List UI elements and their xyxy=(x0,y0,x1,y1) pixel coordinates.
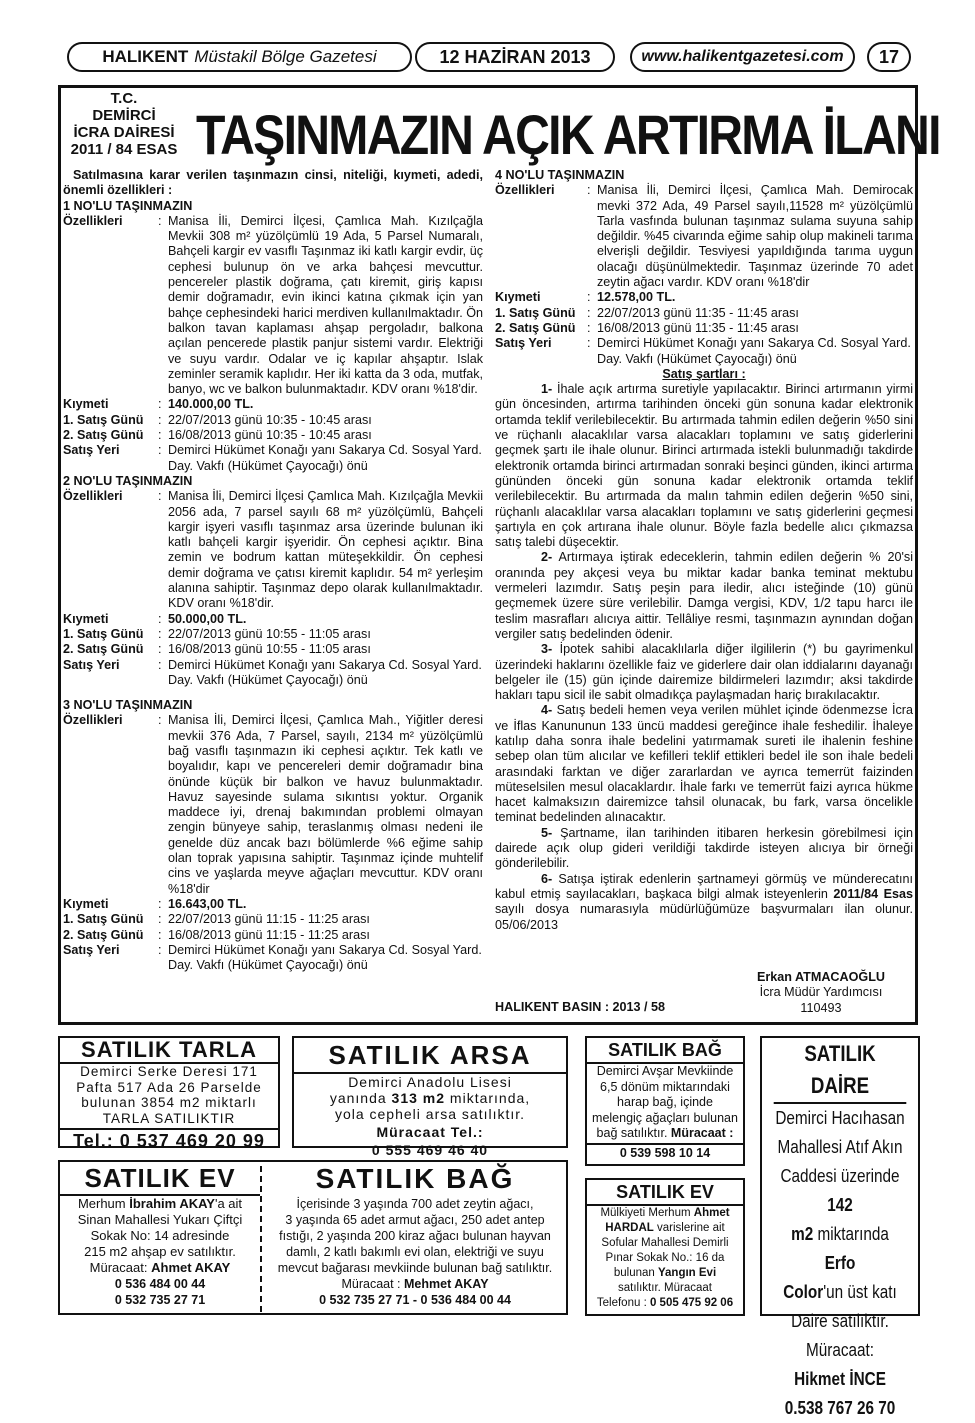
property-1-sale-2: 2. Satış Günü : 16/08/2013 günü 10:35 - 10:45 arası xyxy=(63,428,372,443)
term-1: 1- İhale açık artırma suretiyle yapılacaktır. Birinci artırmanın yirmi gün öncesinden, artırma tarihinden önceki gün sonuna kadar elektronik ortamda teklif verilebilecektir. Bu artırmada tahmin edilen değerin %50 sini ve rüçhanlı alacaklılar varsa alacakları toplamını ve satış giderlerini geçmek şartı ile ihale olunur. Birinci artırmada istekli bulunmadığı takdirde elektronik ortamda birinci artırmadan sonraki beşinci günden, ikinci artırma gününden önceki gün sonuna kadar elektronik ortamda teklif verilebilecektir. Bu artırmada da malın tahmin edilen değerin %50 sini, rüçhanlı alacaklılar varsa alacakları toplamını ve satış giderlerini geçmesi şartıyla en çok artırana ihale olunur. Böyle fazla bedelle alıcı çıkmazsa satış talebi düşecektir. xyxy=(495,382,914,550)
property-4-sale-1: 1. Satış Günü : 22/07/2013 günü 11:35 - 11:45 arası xyxy=(495,305,799,320)
property-2-heading: 2 NO'LU TAŞINMAZIN xyxy=(63,473,193,488)
intro-text: Satılmasına karar verilen taşınmazın cinsi, niteliği, kıymeti, adedi, önemli özellikleri : xyxy=(63,168,483,198)
issue-date: 12 HAZİRAN 2013 xyxy=(415,42,615,72)
property-4-sale-2: 2. Satış Günü : 16/08/2013 günü 11:35 - 11:45 arası xyxy=(495,320,799,335)
ad-title: SATILIK DAİRE xyxy=(774,1038,907,1104)
terms-title: Satış şartları : xyxy=(662,366,746,381)
term-2: 2- Artırmaya iştirak edeceklerin, tahmin edilen değerin % 20'si oranında pey akçesi veya bu miktar kadar banka teminat mektubu vermeleri lazımdır. Satış peşin para iledir, alıcı isteğinde (10) günü geçmemek üzere süre verilebilir. Damga vergisi, KDV, 1/2 tapu harcı ile teslim masrafları alıcıya aittir. Tellâliye resmi, taşınmazın aynından doğan vergiler satış bedelinden ödenir. xyxy=(495,550,913,641)
property-4-value: Kıymeti : 12.578,00 TL. xyxy=(495,290,676,305)
term-4: 4- Satış bedeli hemen veya verilen mühlet içinde ödenmezse İcra ve İflas Kanununun 133 üncü maddesi gereğince ihale feshedilir. İhaleye katılıp daha sonra ihale bedelini yatırmamak sureti ile ihalenin feshine sebep olan tüm alıcılar ve kefilleri teklif ettikleri bedel ile son ihale bedeli arasındaki farktan ve diğer zararlardan ve ayrıca temerrüt faizinden müteselsilen mesul olacaklardır. İhale farkı ve temerrüt faizi ayrıca hükme hacet kalmaksızın dairemizce tahsil olunacak, bu fark, varsa öncelikle teminat bedelinden alınacaktır. xyxy=(495,703,913,825)
ad-satilik-bag-2: SATILIK BAĞ İçerisinde 3 yaşında 700 adet zeytin ağacı, 3 yaşında 65 adet armut ağacı, 250 adet antep fıstığı, 2 yaşında 200 kiraz ağacı bulunan hayvan damlı, 2 katlı bakımlı evi olan, elektriği ve suyu mevcut bağarası mevkiinde bulunan bağ satılıktır. Müracaat : Mehmet AKAY 0 532 735 27 71 - 0 536 484 00 44 xyxy=(264,1162,566,1313)
ad-phone-1: 0 536 484 00 44 xyxy=(114,1277,206,1291)
paper-subtitle: Müstakil Bölge Gazetesi xyxy=(194,47,377,66)
dashed-divider xyxy=(260,1166,262,1312)
property-3-heading: 3 NO'LU TAŞINMAZIN xyxy=(63,698,193,713)
property-3-value: Kıymeti : 16.643,00 TL. xyxy=(63,896,247,911)
page-number: 17 xyxy=(867,42,911,72)
court-city: DEMİRCİ xyxy=(92,107,156,124)
property-4-heading: 4 NO'LU TAŞINMAZIN xyxy=(495,168,625,182)
property-1-features: Özellikleri : Manisa İli, Demirci İlçesi, Çamlıca Mah. Kızılçağla Mevkii 308 m² yüzölçümlü 19 Ada, 5 Parsel Numaralı, Bahçeli kargir ev vasıflı Taşınmaz iki katlı kargir evdir, üç cephesi bulunup ön ve arka bahçesi mevcuttur. pencereler plastik doğrama, çatı kiremit, giriş kapısı demir doğramadır, evin ikinci katına çıkmak için yan bahçe cephesindeki harici merdiven kullanılmaktadır. Ön balkon tavan kaplaması ahşap pergoladır, balkona açılan pencerede plastik panjur sistemi vardır. Elektriği ve suyu vardır. Odalar ve iç kapılar ahşaptır. Islak zeminler seramik kaplıdır. Her iki katta da 3 oda, mutfak, banyo, wc ve balkon bulunmaktadır. KDV oranı %18'dir. xyxy=(63,213,484,397)
ad-satilik-ev-2: SATILIK EV Mülkiyeti Merhum Ahmet HARDAL varislerine ait Sofular Mahallesi Demirli Pınar Sokak No.: 16 da bulunan Yangın Evi satılıktır. Müracaat Telefonu : 0 505 475 92 06 xyxy=(585,1178,745,1316)
term-6: 6- Satışa iştirak edenlerin şartnameyi görmüş ve münderecatını kabul etmiş sayılacakları, başkaca bilgi almak isteyenlerin 2011/84 Esas sayılı dosya numarasıyla müdürlüğümüze başvurmaları ilan olunur. 05/06/2013 xyxy=(495,871,914,932)
property-2-value: Kıymeti : 50.000,00 TL. xyxy=(63,611,247,626)
ad-ev-bag-box xyxy=(58,1160,568,1315)
signer-title: İcra Müdür Yardımcısı xyxy=(759,985,883,1000)
ad-phone: 0 555 469 46 40 xyxy=(371,1142,489,1158)
property-2-location: Satış Yeri : Demirci Hükümet Konağı yanı Sakarya Cd. Sosyal Yard. Day. Vakfı (Hükümet Çayocağı) önü xyxy=(63,657,482,687)
auction-notice xyxy=(58,85,940,1025)
ad-title: SATILIK TARLA xyxy=(60,1038,278,1064)
ad-phone: 0 539 598 10 14 xyxy=(587,1143,743,1161)
property-1-heading: 1 NO'LU TAŞINMAZIN xyxy=(63,198,193,213)
property-3-location: Satış Yeri : Demirci Hükümet Konağı yanı Sakarya Cd. Sosyal Yard. Day. Vakfı (Hükümet Çayocağı) önü xyxy=(63,942,482,973)
ad-satilik-ev-1: SATILIK EV Merhum İbrahim AKAY'a ait Sinan Mahallesi Yukarı Çiftçi Sokak No: 14 adresinde 215 m2 ahşap ev satılıktır. Müracaat: Ahmet AKAY 0 536 484 00 44 0 532 735 27 71 xyxy=(60,1162,260,1313)
property-2-sale-2: 2. Satış Günü : 16/08/2013 günü 10:55 - 11:05 arası xyxy=(63,642,371,657)
ad-satilik-bag-1: SATILIK BAĞ Demirci Avşar Mevkiinde 6,5 dönüm miktarındaki harap bağ, içinde melengiç ağaçları bulunan bağ satılıktır. Müracaat : 0 539 598 10 14 xyxy=(585,1036,745,1166)
page-header xyxy=(55,40,915,74)
paper-name: HALIKENT xyxy=(102,47,189,66)
ad-satilik-arsa: SATILIK ARSA Demirci Anadolu Lisesi yanında 313 m2 miktarında, yola cepheli arsa satılıktır. Müracaat Tel.: 0 555 469 46 40 xyxy=(292,1036,568,1148)
case-number: 2011 / 84 ESAS xyxy=(70,141,178,158)
signer-name: Erkan ATMACAOĞLU xyxy=(756,970,885,984)
ad-phone: Tel.: 0 537 469 20 99 xyxy=(60,1128,278,1152)
ad-title: SATILIK EV xyxy=(587,1180,743,1206)
ad-phone: 0 532 735 27 71 - 0 536 484 00 44 xyxy=(319,1293,511,1307)
property-1-value: Kıymeti : 140.000,00 TL. xyxy=(63,397,254,412)
notice-title: TAŞINMAZIN AÇIK ARTIRMA İLANI xyxy=(196,103,940,166)
right-column xyxy=(495,168,913,933)
paper-name-pill xyxy=(67,42,412,72)
property-4-location: Satış Yeri : Demirci Hükümet Konağı yanı Sakarya Cd. Sosyal Yard. Day. Vakfı (Hükümet Çayocağı) önü xyxy=(495,336,911,366)
ad-phone: 0 505 475 92 06 xyxy=(649,1297,734,1309)
property-2-features: Özellikleri : Manisa İli, Demirci İlçesi Çamlıca Mah. Kızılçağla Mevkii 2056 ada, 7 parsel sayılı 68 m² yüzölçümlü, Bahçeli kargir işyeri vasıflı taşınmaz arsa üzerinde bulunan iki katlı bahçeli kargir işyeridir. Ön cephesi açıktır. Bina zemin ve bodrum kattan müteşekkildir. Ön cephesi demir doğrama ve çatısı kiremit kaplıdır. 54 m² yerleşim alanına sahiptir. Taşınmaz depo olarak kullanılmaktadır. KDV oranı %18'dir. xyxy=(63,489,483,611)
property-1-location: Satış Yeri : Demirci Hükümet Konağı yanı Sakarya Cd. Sosyal Yard. Day. Vakfı (Hükümet Çayocağı) önü xyxy=(63,443,482,473)
property-3-sale-2: 2. Satış Günü : 16/08/2013 günü 11:15 - 11:25 arası xyxy=(63,927,370,942)
term-3: 3- İpotek sahibi alacaklılarla diğer ilgililerin (*) bu gayrimenkul üzerindeki haklarını özellikle faiz ve giderlere dair olan iddialarını dayanağı belgeler ile (15) gün içinde dairemize bildirmeleri lazımdır; aksi takdirde hakları tapu sicil ile sabit olmadıkça paylaşmadan hariç bırakılacaktır. xyxy=(495,642,913,703)
ad-title: SATILIK BAĞ xyxy=(315,1163,515,1194)
press-number: HALIKENT BASIN : 2013 / 58 xyxy=(495,1000,666,1014)
ad-satilik-tarla: SATILIK TARLA Demirci Serke Deresi 171 Pafta 517 Ada 26 Parselde bulunan 3854 m2 miktarlı TARLA SATILIKTIR Tel.: 0 537 469 20 99 xyxy=(58,1036,280,1148)
term-5: 5- Şartname, ilan tarihinden itibaren herkesin görebilmesi için dairede açık olup gideri verildiği takdirde isteyen alıcıya bir örneği gönderilebilir. xyxy=(495,825,914,871)
ad-phone: 0.538 767 26 70 xyxy=(784,1398,896,1418)
court-block xyxy=(61,90,187,158)
signer-number: 110493 xyxy=(800,1000,842,1015)
property-3-features: Özellikleri : Manisa İli, Demirci İlçesi, Çamlıca Mah., Yiğitler deresi mevkii 376 Ada, 7 Parsel, sayılı, 2134 m² yüzölçümlü bağ vasıflı taşınmazın iki cephesi açıktır. Tek katlı ve boyalıdır, kapı ve pencereleri demir doğramadır bina önünde küçük bir balkon ve havuz bulunmaktadır. Havuz sayesinde sulama sıkıntısı yoktur. Organik maddece iyi, drenaj bakımından problemi olmayan zengin bünyeye sahip, teraslanmış olması nedeni ile genelde düz ancak bazı bölümlerde %6 eğime sahip olan toprak yapısına sahiptir. Taşınmaz içinde muhtelif cins ve yaşlarda meyve ağaçları mevcuttur. KDV oranı %18'dir xyxy=(63,713,483,896)
ad-satilik-daire: SATILIK DAİRE Demirci Hacıhasan Mahallesi Atıf Akın Caddesi üzerinde 142 m2 miktarında Erfo Color'un üst katı Daire satılıktır. Müracaat: Hikmet İNCE 0.538 767 26 70 xyxy=(760,1036,920,1316)
property-3-sale-1: 1. Satış Günü : 22/07/2013 günü 11:15 - 11:25 arası xyxy=(63,912,370,927)
property-1-sale-1: 1. Satış Günü : 22/07/2013 günü 10:35 - 10:45 arası xyxy=(63,412,372,427)
website-link[interactable]: www.halikentgazetesi.com xyxy=(630,42,855,72)
court-office: İCRA DAİRESİ xyxy=(73,124,175,141)
property-4-features: Özellikleri : Manisa İli, Demirci İlçesi, Çamlıca Mah. Demirocak mevki 372 Ada, 49 Parsel sayılı,11528 m² yüzölçümlü Tarla vasfında bulunan taşınmaz sulama suyuna sahip değildir. %45 civarında eğime sahip olup makineli tarıma elverişli değildir. Tesviyesi yapıldığında tarıma uygun olacağı düşünülmektedir. Taşınmaz üzerinde 70 adet zeytin ağacı vardır. KDV oranı %18'dir xyxy=(495,183,913,290)
signature-block xyxy=(757,970,885,1016)
left-column xyxy=(63,168,483,973)
ad-title: SATILIK BAĞ xyxy=(587,1038,743,1064)
tc-label: T.C. xyxy=(110,90,138,107)
ad-title: SATILIK ARSA xyxy=(294,1038,566,1074)
property-2-sale-1: 1. Satış Günü : 22/07/2013 günü 10:55 - 11:05 arası xyxy=(63,626,371,641)
ad-phone-2: 0 532 735 27 71 xyxy=(114,1293,206,1307)
ad-title: SATILIK EV xyxy=(60,1162,260,1196)
